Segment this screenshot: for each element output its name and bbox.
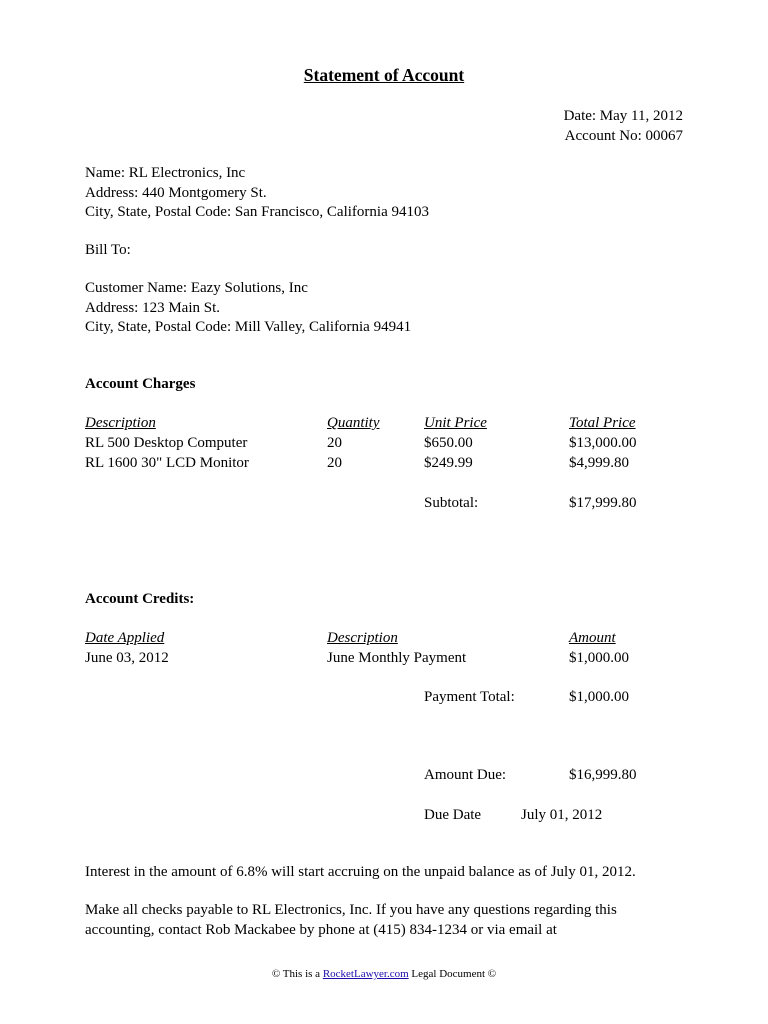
payment-instructions-line-1: Make all checks payable to RL Electronics, Inc. If you have any questions regarding this — [85, 902, 617, 918]
seller-info — [85, 164, 429, 223]
customer-info — [85, 279, 411, 338]
charges-heading: Account Charges — [85, 376, 196, 392]
seller-city: City, State, Postal Code: San Francisco, California 94103 — [85, 204, 429, 220]
due-date-value: July 01, 2012 — [521, 807, 603, 823]
charges-header-description: Description — [85, 415, 156, 431]
credits-header-amount: Amount — [569, 630, 616, 646]
rocketlawyer-link[interactable]: RocketLawyer.com — [322, 968, 409, 980]
amount-due-value: $16,999.80 — [569, 767, 637, 783]
charges-header-quantity: Quantity — [327, 415, 380, 431]
credits-header-date-applied: Date Applied — [85, 630, 165, 646]
account-number: Account No: 00067 — [564, 127, 683, 144]
charge-row-1-description: RL 500 Desktop Computer — [85, 435, 248, 451]
charges-header-unit-price: Unit Price — [424, 415, 487, 431]
payment-total-value: $1,000.00 — [569, 689, 629, 705]
bill-to-label: Bill To: — [85, 242, 131, 258]
charge-row-2-quantity: 20 — [327, 455, 342, 471]
subtotal-label: Subtotal: — [424, 495, 479, 511]
statement-meta — [564, 107, 683, 146]
customer-city: City, State, Postal Code: Mill Valley, California 94941 — [85, 319, 412, 335]
footer-prefix: © This is a — [271, 968, 323, 980]
seller-name: Name: RL Electronics, Inc — [85, 165, 246, 181]
charge-row-2-description: RL 1600 30" LCD Monitor — [85, 455, 249, 471]
charge-row-1-unit-price: $650.00 — [424, 435, 473, 451]
footer-suffix: Legal Document © — [408, 968, 497, 980]
payment-total-label: Payment Total: — [424, 689, 515, 705]
due-date-label: Due Date — [424, 807, 482, 823]
credit-row-1-description: June Monthly Payment — [327, 650, 467, 666]
credit-row-1-amount: $1,000.00 — [569, 650, 629, 666]
interest-note: Interest in the amount of 6.8% will start accruing on the unpaid balance as of July 01, 2012. — [85, 864, 636, 880]
customer-address: Address: 123 Main St. — [85, 299, 220, 316]
subtotal-value: $17,999.80 — [569, 495, 637, 511]
credits-header-description: Description — [327, 630, 398, 646]
charge-row-1-total-price: $13,000.00 — [569, 435, 637, 451]
payment-instructions — [85, 901, 617, 940]
document-footer — [0, 967, 768, 981]
payment-instructions-line-2: accounting, contact Rob Mackabee by phone at (415) 834-1234 or via email at — [85, 921, 557, 938]
charge-row-2-unit-price: $249.99 — [424, 455, 473, 471]
seller-address: Address: 440 Montgomery St. — [85, 184, 267, 201]
charge-row-2-total-price: $4,999.80 — [569, 455, 629, 471]
statement-date: Date: May 11, 2012 — [563, 108, 683, 124]
credit-row-1-date: June 03, 2012 — [85, 650, 169, 666]
amount-due-label: Amount Due: — [424, 767, 507, 783]
charge-row-1-quantity: 20 — [327, 435, 342, 451]
credits-heading: Account Credits: — [85, 591, 195, 607]
customer-name: Customer Name: Eazy Solutions, Inc — [85, 280, 308, 296]
charges-header-total-price: Total Price — [569, 415, 636, 431]
document-title: Statement of Account — [303, 65, 465, 85]
